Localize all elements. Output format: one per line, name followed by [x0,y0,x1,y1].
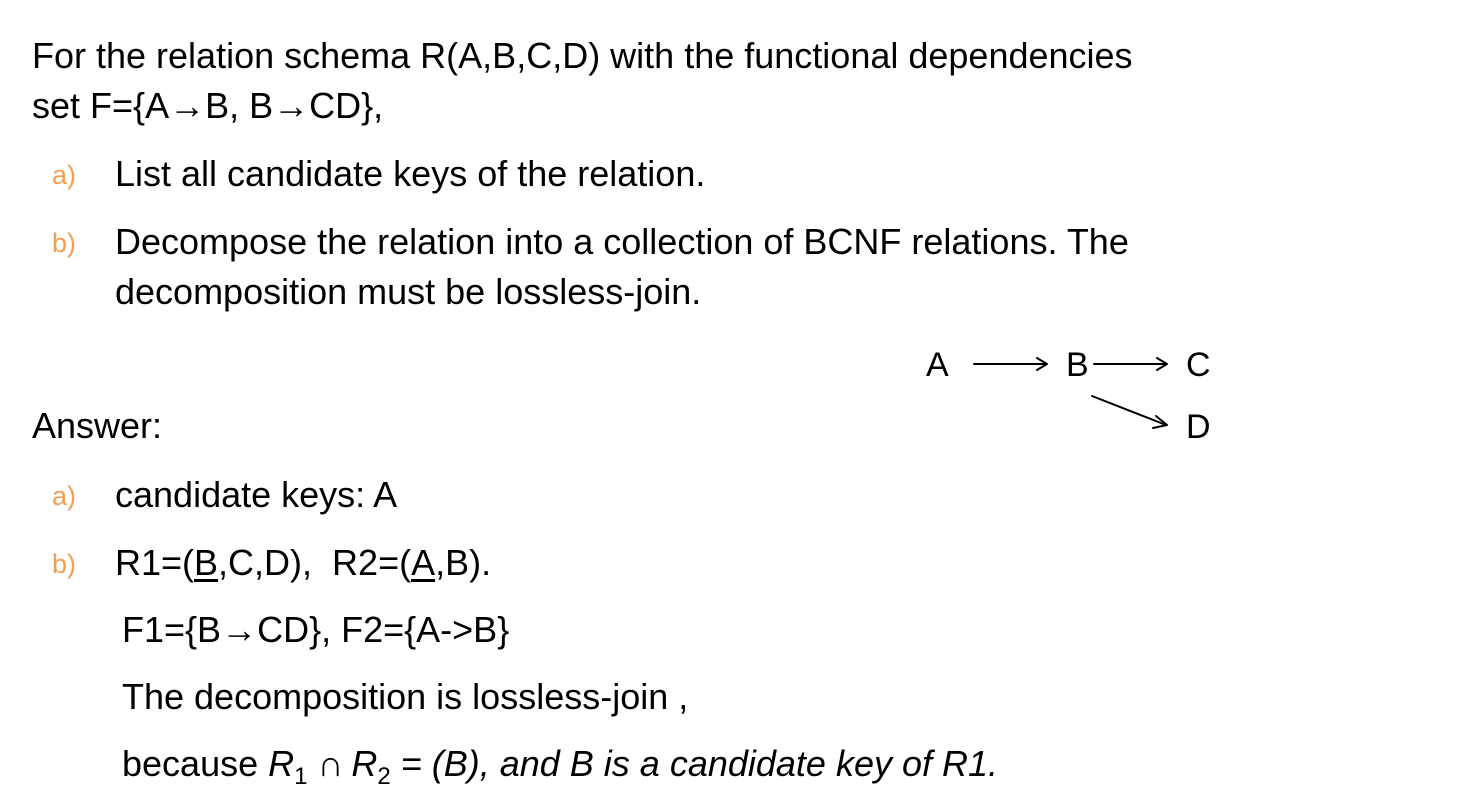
question-line-1: For the relation schema R(A,B,C,D) with the functional dependencies [32,35,1133,76]
answer-b-relations [115,542,492,583]
relation-r1-letter: R [268,743,295,784]
answer-a-text: candidate keys: A [115,474,398,515]
diagram-node-c: C [1186,346,1211,384]
answer-b-because-line [122,743,999,790]
r1-prefix: R1=( [115,542,195,583]
diagram-node-b: B [1066,346,1089,384]
arrow-a-to-b [974,358,1047,370]
answer-a-marker: a) [52,481,77,511]
question-item-b-text-line-2: decomposition must be lossless-join. [115,271,702,312]
answer-b-lossless-statement: The decomposition is lossless-join , [122,676,689,717]
r2-rest: ,B). [435,542,492,583]
question-line-2: set F={A→B, B→CD}, [32,85,384,126]
question-item-a-marker: a) [52,160,77,190]
question-item-b-marker: b) [52,228,77,258]
diagram-node-a: A [926,346,949,384]
answer-b-dependencies: F1={B→CD}, F2={A->B} [122,609,510,650]
arrow-b-to-d [1092,396,1167,428]
intersection-symbol: ∩ [317,743,344,784]
question-item-a-text: List all candidate keys of the relation. [115,153,706,194]
question-item-b-text-line-1: Decompose the relation into a collection of BCNF relations. The [115,221,1129,262]
r2-key-attribute: A [411,542,436,583]
answer-b-marker: b) [52,549,77,579]
because-rest: = (B), and B is a candidate key of R1. [390,743,999,784]
r2-prefix: R2=( [332,542,412,583]
r1-key-attribute: B [194,542,219,583]
arrow-b-to-c [1094,358,1167,370]
r1-rest: ,C,D), [218,542,313,583]
answer-heading: Answer: [32,405,163,446]
subscript-1: 1 [294,763,308,790]
relation-r2-letter: R [351,743,378,784]
subscript-2: 2 [377,763,391,790]
because-word: because [122,743,269,784]
diagram-node-d: D [1186,408,1211,446]
